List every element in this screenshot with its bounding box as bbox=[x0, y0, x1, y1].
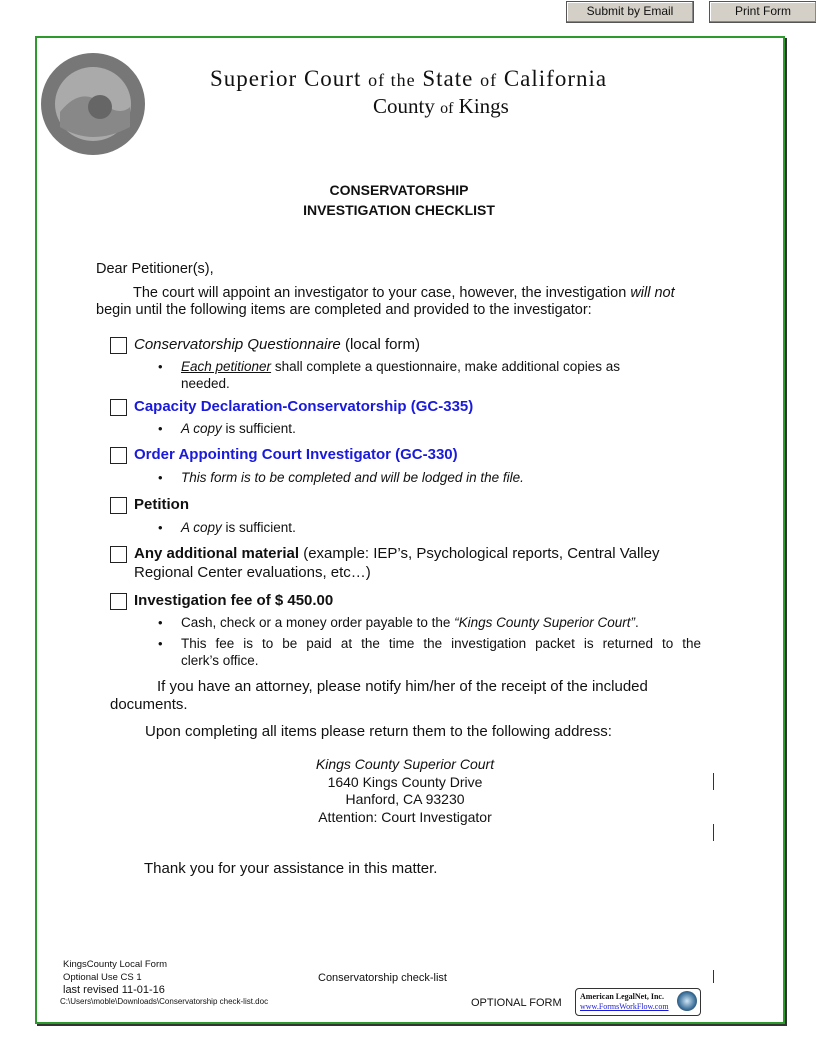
bullet-text: This form is to be completed and will be lodged in the file. bbox=[181, 470, 524, 485]
bullet-icon: • bbox=[158, 636, 163, 651]
checkbox-petition[interactable] bbox=[110, 497, 127, 514]
divider bbox=[713, 970, 714, 983]
bullet-text: This fee is to be paid at the time the investigation packet is returned to the bbox=[181, 636, 701, 651]
divider bbox=[713, 773, 714, 790]
address-block: Kings County Superior Court 1640 Kings County Drive Hanford, CA 93230 Attention: Court Investigator bbox=[315, 756, 495, 825]
bullet-icon: • bbox=[158, 421, 163, 436]
page-title: CONSERVATORSHIP INVESTIGATION CHECKLIST bbox=[303, 182, 495, 218]
intro-text: The court will appoint an investigator to your case, however, the investigation will not bbox=[133, 285, 675, 301]
american-legalnet-logo[interactable]: American LegalNet, Inc. www.FormsWorkFlow.com bbox=[575, 988, 701, 1016]
bullet-text: needed. bbox=[181, 376, 230, 391]
item-order-appointing-link[interactable]: Order Appointing Court Investigator (GC-330) bbox=[134, 446, 458, 463]
intro-text-2: begin until the following items are completed and provided to the investigator: bbox=[96, 302, 592, 318]
county-name: County of Kings bbox=[373, 94, 509, 118]
bullet-text: clerk’s office. bbox=[181, 653, 259, 668]
thanks-text: Thank you for your assistance in this matter. bbox=[144, 860, 438, 877]
optional-form-label: OPTIONAL FORM bbox=[471, 997, 562, 1009]
footer-title: Conservatorship check-list bbox=[318, 972, 447, 984]
checkbox-capacity-declaration[interactable] bbox=[110, 399, 127, 416]
return-instructions: Upon completing all items please return them to the following address: bbox=[145, 723, 612, 740]
checkbox-additional-material[interactable] bbox=[110, 546, 127, 563]
bullet-text: Each petitioner shall complete a questionnaire, make additional copies as bbox=[181, 359, 621, 374]
bullet-icon: • bbox=[158, 359, 163, 374]
item-petition: Petition bbox=[134, 496, 189, 513]
globe-icon bbox=[677, 991, 697, 1011]
checkbox-investigation-fee[interactable] bbox=[110, 593, 127, 610]
checkbox-order-appointing[interactable] bbox=[110, 447, 127, 464]
item-investigation-fee: Investigation fee of $ 450.00 bbox=[134, 592, 334, 609]
bullet-text: Cash, check or a money order payable to the “Kings County Superior Court”. bbox=[181, 615, 639, 630]
divider bbox=[713, 824, 714, 841]
attorney-text: If you have an attorney, please notify him/her of the receipt of the included bbox=[157, 678, 648, 695]
bullet-text: A copy is sufficient. bbox=[181, 421, 296, 436]
bullet-icon: • bbox=[158, 615, 163, 630]
bullet-icon: • bbox=[158, 520, 163, 535]
item-additional-material: Any additional material (example: IEP’s, Psychological reports, Central Valley bbox=[134, 545, 660, 562]
item-questionnaire: Conservatorship Questionnaire (local form) bbox=[134, 336, 420, 353]
bullet-text: A copy is sufficient. bbox=[181, 520, 296, 535]
file-path: C:\Users\moble\Downloads\Conservatorship check-list.doc bbox=[60, 997, 269, 1006]
bullet-icon: • bbox=[158, 470, 163, 485]
greeting: Dear Petitioner(s), bbox=[96, 261, 214, 277]
attorney-text-2: documents. bbox=[110, 696, 188, 713]
item-additional-material-2: Regional Center evaluations, etc…) bbox=[134, 564, 371, 581]
print-form-button[interactable]: Print Form bbox=[709, 1, 816, 23]
california-seal-logo bbox=[40, 52, 146, 156]
checkbox-questionnaire[interactable] bbox=[110, 337, 127, 354]
footer-info: KingsCounty Local Form Optional Use CS 1 last revised 11-01-16 bbox=[63, 959, 168, 996]
item-capacity-declaration-link[interactable]: Capacity Declaration-Conservatorship (GC-335) bbox=[134, 398, 474, 415]
court-name: Superior Court of the State of California bbox=[210, 66, 608, 91]
submit-by-email-button[interactable]: Submit by Email bbox=[566, 1, 694, 23]
